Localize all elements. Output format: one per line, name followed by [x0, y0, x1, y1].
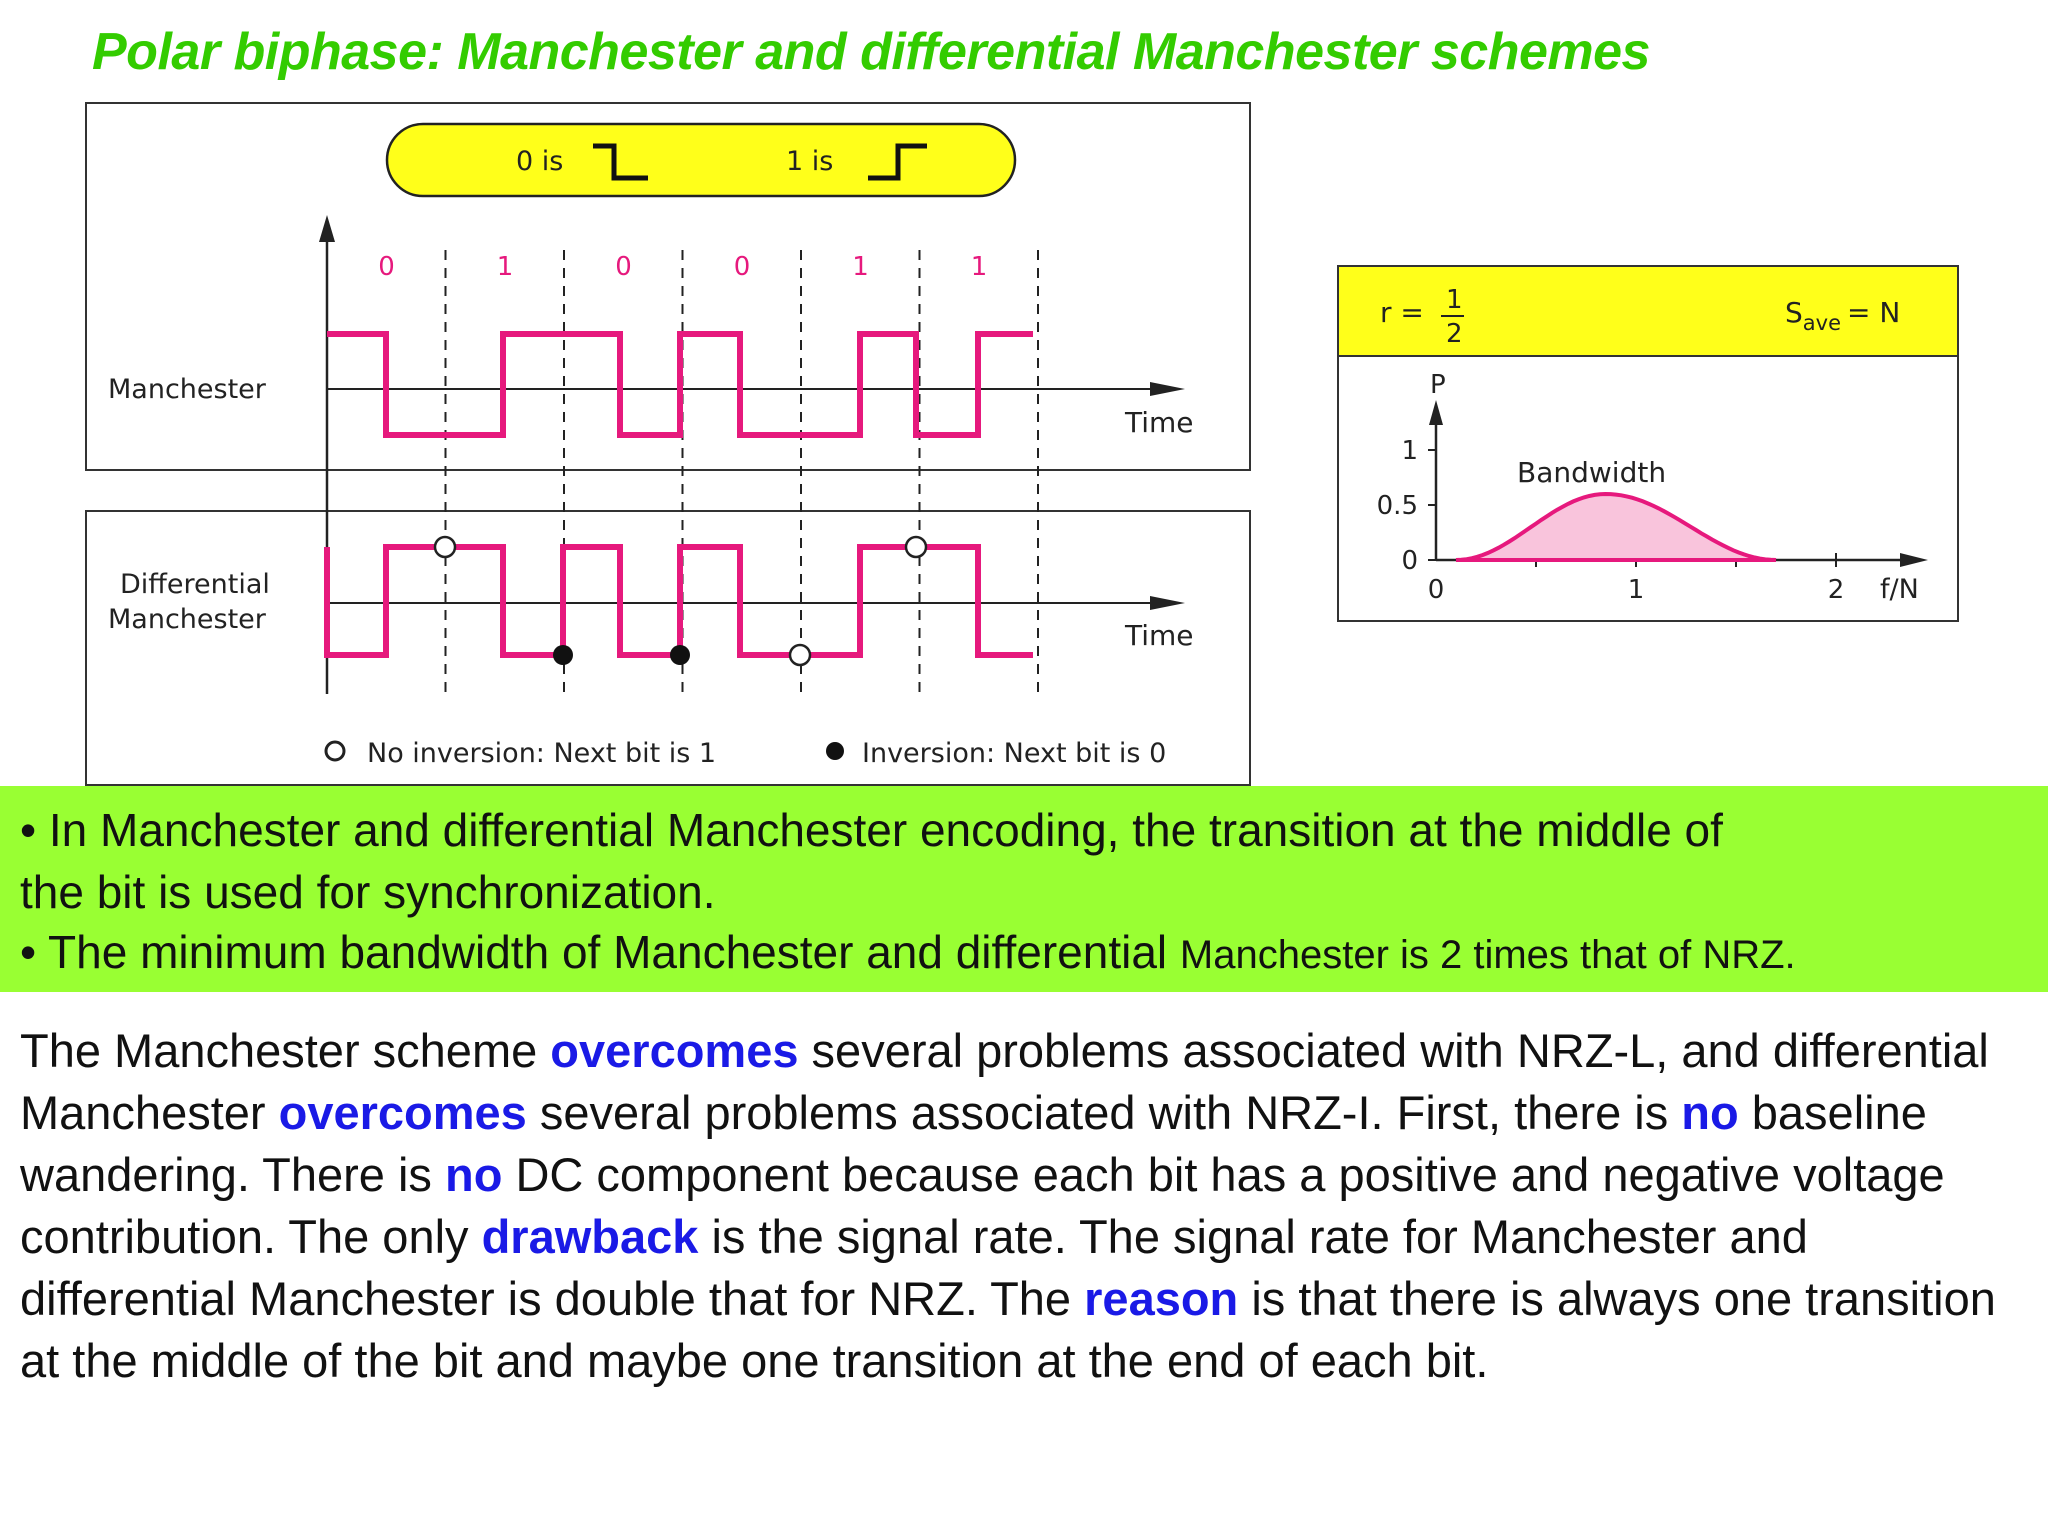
y-tick-label: 1: [1401, 436, 1418, 466]
emphasis-word: drawback: [481, 1210, 699, 1263]
no-inversion-legend-label: No inversion: Next bit is 1: [367, 738, 717, 769]
bit-label: 0: [733, 252, 751, 282]
emphasis-word: overcomes: [278, 1086, 527, 1139]
differential-label-line2: Manchester: [108, 604, 266, 635]
x-tick-label: 0: [1427, 575, 1445, 605]
differential-time-label: Time: [1125, 619, 1194, 652]
bit-label: 1: [496, 252, 514, 282]
emphasis-word: no: [444, 1148, 503, 1201]
emphasis-word: reason: [1084, 1272, 1239, 1325]
bandwidth-curve: [1456, 494, 1776, 560]
bit-label: 0: [615, 252, 632, 282]
signal-rate-denominator: 2: [1446, 319, 1463, 349]
bit-label: 0: [378, 252, 395, 282]
zero-is-label: 0 is: [516, 146, 564, 177]
slide-title: Polar biphase: Manchester and differential Manchester schemes: [92, 23, 1650, 81]
f-axis-arrow: [1900, 553, 1928, 567]
p-axis-arrow: [1429, 400, 1443, 425]
differential-label-line1: Differential: [120, 569, 270, 600]
bullet-bandwidth: • The minimum bandwidth of Manchester and differential Manchester is 2 times that of NRZ.: [20, 926, 1796, 978]
manchester-time-label: Time: [1125, 406, 1194, 439]
y-tick-label: 0: [1401, 546, 1418, 576]
p-axis-label: P: [1430, 370, 1446, 400]
one-is-label: 1 is: [786, 146, 834, 177]
y-tick-label: 0.5: [1376, 491, 1418, 521]
bullet-synchronization-line2: the bit is used for synchronization.: [20, 866, 716, 918]
bit-label: 1: [852, 252, 869, 282]
bullet-synchronization-line1: • In Manchester and differential Manchester encoding, the transition at the middle of: [20, 804, 1723, 856]
inversion-legend-label: Inversion: Next bit is 0: [862, 738, 1167, 769]
x-tick-label: 2: [1827, 575, 1845, 605]
manchester-label: Manchester: [108, 374, 266, 405]
emphasis-word: no: [1681, 1086, 1739, 1139]
bandwidth-curve-label: Bandwidth: [1517, 456, 1667, 489]
x-tick-label: 1: [1627, 575, 1645, 605]
emphasis-word: overcomes: [550, 1024, 799, 1077]
f-axis-label: f/N: [1880, 574, 1919, 605]
explanation-paragraph: The Manchester scheme overcomes several problems associated with NRZ-L, and differential Manchester overcomes several problems associated with NRZ-I. First, there is no baseline wandering. There is no DC component because each bit has a positive and negative voltage contribution. The only drawback is the signal rate. The signal rate for Manchester and differential Manchester is double that for NRZ. The reason is that there is always one transition at the middle of the bit and maybe one transition at the end of each bit.: [20, 1024, 1996, 1387]
bit-label: 1: [970, 252, 988, 282]
signal-rate-label: r =: [1380, 296, 1424, 329]
average-signal-label: $S_{ave} = N$: [1785, 296, 1901, 335]
signal-rate-numerator: 1: [1446, 285, 1463, 315]
